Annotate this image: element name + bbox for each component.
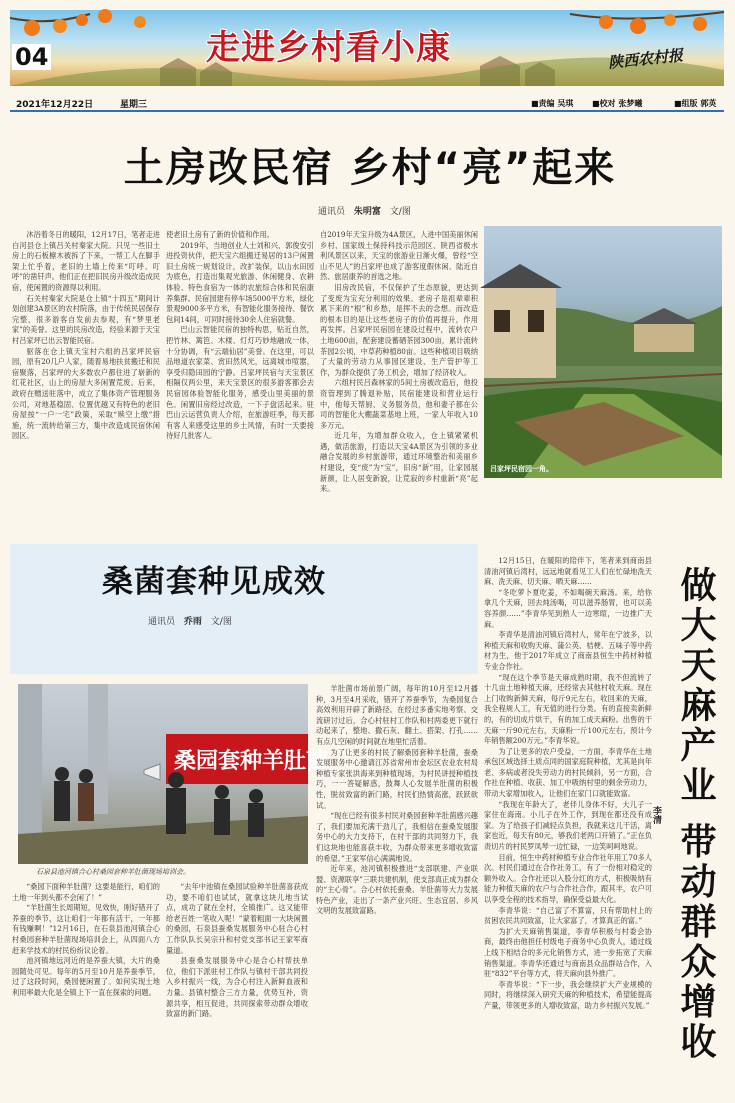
paragraph: “现在这个季节是天麻成熟时期，我不但流转了十几亩土地种植天麻，还经常去其他村收天麻。现在上门收购新鲜天麻，每斤9元左右，收回来的天麻，我全程规人工，有无值的进行分类。有的直接卖新鲜的，有的切成片烘干，有的加工成天麻粉。出售的干天麻一斤90元左右，天麻粉一斤100元左右，预计今年销售额200万元。”李青华说。 (484, 672, 652, 746)
date-bar (10, 94, 724, 112)
paragraph: 李青华说：“自己富了不算富，只有帮助村上的贫困农民共同致富，让大家富了，才算真正的富。” (484, 905, 652, 926)
persimmon-branch-right (570, 12, 724, 34)
paragraph: “我现在年龄大了，老伴儿身体不好，大儿子一家住在海南。小儿子在外工作，到现在都还没有成家。为了给孩子们减轻点负担，我就来这儿干活，离家也近，每天有80元，够我们老两口开销了。”正在负责切片的村民罗凤琴一边忙碌，一边笑呵呵地说。 (484, 799, 652, 852)
persimmon-branch-left (10, 9, 146, 36)
paragraph: 自2019年天宝升级为4A景区，人进中国美丽休闲乡村、国家级土保持科技示范园区、陕西省极水利风景区以来，天宝的旅游业日渐火爆，曾经“空山不见人”的吕家坪也成了游客度假休闲、陆近自然、旅居康养的首选之地。 (320, 230, 478, 282)
article1-column-4 (484, 482, 596, 552)
byline-suffix: 文/图 (389, 207, 411, 217)
article2-photo (18, 684, 329, 864)
byline-label: 通讯员 (148, 617, 176, 627)
article2-headline: 桑菌套种见成效 (102, 564, 326, 600)
article1-column-2 (166, 230, 314, 540)
paragraph: 县蚕桑发展服务中心是合心村帮扶单位，他们下派驻村工作队与镇村干部共同投入乡村振兴一线，为合心村注入新鲜血液和力量。县镇村整合三方力量，优势互补，资源共享，相互促进，共同探索带动群众增收致富的新门路。 (166, 956, 308, 1019)
paragraph: 巴山云智能民宿的独特构思，贴近自然，把竹林、篱笆、木楼、灯灯巧妙地融成一体，十分协调，有“云端仙居”美誉。在这里，可以品地道农家菜、赏田然风光，远离城市喧嚣，享受归隐田园的宁静。吕家坪民宿与天宝景区相隔仅两公里，来天宝景区的很多游客都会去民宿园体验智能化服务，感受山里美丽的景色。闲置旧房经过改造，一下子盘活起来。驻巴山云运营负责人介绍，在旅游旺季，每天都有客人来感受这里的乡土风情，有时一天要接待好几批客人。 (166, 325, 314, 441)
credit-editor: ■责编 吴琪 (531, 99, 574, 108)
article1-column-1 (12, 230, 160, 540)
paragraph: 六组村民吕森林家的5间土房被改造后，他投资管理到了腾退补贴，民宿能建设和营业运行中，他每天帮厨、义务服务员，他和妻子都在公司的智能化大棚蔬菜基地上班，一家人年收入10多万元。 (320, 378, 478, 430)
article3-author: 李清 (651, 806, 661, 824)
article2-photo-caption: 石泉县池河镇合心村桑园套种羊肚菌现场培训会。 (36, 868, 190, 876)
paragraph: 目前，恒生中药材种植专业合作社年用工70多人次。村民们通过在合作社务工，有了一份相对稳定的额外收入。合作社还以入股分红的方式，积极吸纳有能力种植天麻的农户与合作社合作，跟其丰，农户可以享受全程的技术指导，确保受益最大化。 (484, 852, 652, 904)
photo-scene-homestay (484, 226, 722, 478)
paragraph: 旧房改民宿，不仅保护了生态原貌，更达到了变废为宝充分利用的效果。老房子是祖辈辈积累下来的“根”和乡愁，是挥不去的念想。而改造的根本目的是让这些老房子的价值再提升，作用再发挥。吕家坪民宿园在建设过程中，流转农户土地600亩，配套建设蓄硒茶园300亩，累计流转茶园2公顷，中草药种植80亩。这些种植项目吸纳了大量的劳动力从事园区建设、生产管护等工作，为群众提供了务工机会，增加了经济收入。 (320, 282, 478, 377)
paragraph: 为扩大天麻销售渠道，李青华积极与村委会协商，最终由他担任村级电子商务中心负责人，通过线上线下相结合的多元化销售方式，进一步拓宽了天麻销售渠道。李青华还通过与商南县众品群站合作，入驻“832”平台等方式，将天麻向县外推广。 (484, 926, 652, 979)
paragraph: “去年中池镇在桑园试验种羊肚菌喜获成功，要不咱们也试试，就拿这块儿地当试点，成功了就在全村，全镇推广。这又能带给老百姓一笔收入呢！”蒙着粗面一大块闲置的桑园，石泉县蚕桑发展服务中心驻合心村工作队队长吴宗升和村党支部书记王家军商量道。 (166, 882, 308, 955)
megaphone-icon (144, 764, 160, 780)
paragraph: 沐浴着冬日的暖阳，12月17日，笔者走进白河县仓上镇吕关村秦家大院。只见一些旧土房上的石板檩木被拆了下来，一帮工人在脚手架上忙乎着，老旧的土墙上传来“叮呼、叮呼”的凿钎声。他们正在把旧民房升级改造成民宿，使闲置的资源得以利用。 (12, 230, 160, 292)
paragraph: 近几年，为增加群众收入，仓上镇紧紧机遇，做活旅游，打造以天宝4A景区为引领的多业融合发展的乡村旅游带，通过环境整治和美丽乡村建设，变“废”为“宝”，旧房“新”用，让家园展新颜，让人居变新貌，让荒寂的乡村重新“亮”起来。 (320, 431, 478, 494)
paragraph: “冬吃萝卜夏吃姜，不如喝碗天麻汤。来，给你拿几个天麻，回去炖汤喝，可以滋养肠胃，也可以美容养颜……”李青华见到熟人一边寒暄，一边推广天麻。 (484, 587, 652, 629)
issue-weekday: 星期三 (120, 100, 148, 110)
paragraph: “羊肚菌生长周期短，见效快，刚好错开了养蚕的季节，这让咱们一年都有活干，一年都有钱赚啊！”12月16日，在石泉县池河镇合心村桑园套种羊肚菌现场培训会上，从四面八方赶来学技术的村民纷纷议论着。 (12, 903, 160, 955)
article2-column-1 (12, 882, 160, 1094)
paragraph: 池河镇地远河近的是养蚕大镇，大片的桑园随处可见。每年的5月至10月是养蚕季节，过了这段时间，桑园便闲置了。如何实现土地利用率最大化是全镇上下一直在探索的问题。 (12, 956, 160, 997)
byline-author: 乔雨 (183, 617, 202, 627)
page-number: 04 (12, 44, 51, 70)
paragraph: 2019年，当地创业人士刘和兴、郭俊安引进投资伙伴，把天宝六组搬迁易居的13户闲置旧土房统一规划设计，改扩装保，以山水田园为底色，打造出集观光旅游、休闲健身、农耕体验、特色食宿为一体的农旅综合体和民宿康养集群。民宿园建有停车场5000平方米，绿化景观9000多平方米，有智能化服务接待、餐饮包间14间，可同时接待30余人住宿就餐。 (166, 240, 314, 324)
paragraph: “现在已经有很多村民对桑园套种羊肚菌感兴趣了，我们要加充满干劲儿了，我相信在蚕桑发展服务中心的大力支持下，在村干部的共同努力下，我们这块地也能喜获丰收，为群众带来更多增收致富的希望。”王家军信心满满地说。 (316, 811, 478, 863)
section-title: 走进乡村看小康 (206, 28, 451, 68)
byline-author: 朱明富 (353, 207, 381, 217)
paragraph: 羊肚菌市场前景广阔，每年的10月至12月播种，3月至4月采收，错开了养蚕季节，为桑园复合高效利用开辟了新路径。在经过多番实地考察、交流研讨过后，合心村驻村工作队和村两委更下就行动起来了，整地、撒石灰、翻土、搭架、打孔……有点几空闲的时间就在地里忙活着。 (316, 684, 478, 746)
paragraph: 李青华说：“下一步，我会继续扩大产业规模的同时，将继续深入研究天麻的种植技术，希望能提高产量，带领更多的人增收致富，助力乡村振兴发展。” (484, 979, 652, 1010)
paragraph: 12月15日，在暖阳的陪伴下，笔者来到商南县清油河镇后湾村，远远地就看见工人们在忙碌地洗天麻、洗天麻、切天麻、晒天麻…… (484, 556, 652, 587)
masthead-logo: 陕西农村报 (607, 46, 684, 72)
article2-column-3 (316, 684, 478, 1094)
paragraph: 驱落在仓上镇天宝村六组的吕家坪民宿园，原有20几户人家，随着易地扶贫搬迁和民宿聚落，吕家坪的大多数农户都住进了崭新的红花社区，山上的房屋大多闲置荒废。后来，政府在赠送驻落中，成立了集体资产管理服务公司，对地基稳固、位置优越又有特色的老旧房屋按“一户一宅”政策，采取“赎空上缴”措施，统一流转给第三方，集中改造成民宿休闲园区。 (12, 346, 160, 441)
article3-headline: 做大天麻产业 带动群众增收 (675, 566, 716, 1063)
paragraph: 李青华是清油河镇后湾村人，常年在宁波多，以种植天麻和收购天麻、蒲公英、桔梗、五味子等中药材为生，他于2017年成立了商南县恒生中药材种植专业合作社。 (484, 630, 652, 671)
photo-banner-text: 桑园套种羊肚菌 (174, 749, 329, 774)
paragraph: 近年来，池河镇积极推进“支部联建、产业联盟、资源联享”三联共建机制，使支部真正成为群众的“主心骨”。合心村依托蚕桑、羊肚菌等大力发展特色产业，走出了一条产业兴旺、生态宜居、乡风文明的发展致富路。 (316, 864, 478, 916)
article2-byline (148, 614, 232, 627)
article1-photo (484, 226, 722, 478)
byline-suffix: 文/图 (210, 617, 232, 627)
paragraph: 石关村秦家大院是仓上镇“十四五”期间计划创建3A景区的农村院落，由于传统民居保存完整，很多游客自发前去参观，有“梦里老家”的美誉。这里的民房改造，经验来源于天宝村吕家坪已出云智能民宿。 (12, 293, 160, 345)
article3-column (484, 556, 652, 1094)
article1-headline: 土房改民宿 乡村“亮”起来 (123, 145, 617, 191)
paragraph: “桑园下面种羊肚菌？这要是能行，咱们的土地一年到头都不会闲了！” (12, 882, 160, 902)
article1-photo-caption: 吕家坪民宿园一角。 (490, 465, 553, 473)
byline-label: 通讯员 (318, 207, 346, 217)
article1-column-3 (320, 230, 478, 542)
paragraph: 为了让更多的村民了解桑园套种羊肚菌，蚕桑发展服务中心邀请江苏省常州市金坛区农业农村局种植专家张洪海来到种植现场，为村民讲授种植技巧，一一答疑解惑，鼓舞人心发展羊肚菌的积极性，脱贫致富的新门路，村民们热情高涨，跃跃欲试。 (316, 747, 478, 810)
paragraph: 为了让更多的农户受益，一方面，李青华在土地承包区域选择土质点同的国家庭院种植，尤其是向年老、多病或者没失劳动力的村民倾斜，另一方面，合作社在种植、收获、加工中吸纳村里的剩余劳动力，带动大家增加收入，让他们在家门口就能致富。 (484, 746, 652, 799)
article2-column-2 (166, 882, 308, 1094)
paragraph: 使老旧土房有了新的价值和作用。 (166, 230, 274, 239)
credit-layout: ■组版 郭英 (674, 99, 717, 108)
credit-proofreader: ■校对 张梦曦 (592, 99, 643, 108)
article1-byline (318, 204, 411, 217)
header-banner (10, 10, 724, 86)
issue-date: 2021年12月22日 (16, 100, 94, 110)
